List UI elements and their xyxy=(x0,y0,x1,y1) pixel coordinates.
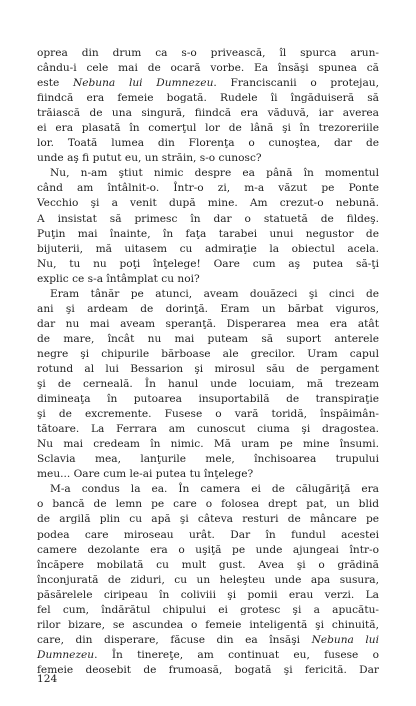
italic-title-text: Nebuna lui xyxy=(311,633,379,646)
text-line: bijuterii, mă uitasem cu admiraţie la obiectul acela. xyxy=(37,242,379,255)
text-line: rotund al lui Bessarion şi mirosul său de pergament xyxy=(37,362,379,375)
text-line: de mare, încât nu mai puteam să suport anterele xyxy=(37,332,379,345)
text-line: dar nu mai aveam speranţă. Disperarea mea era atât xyxy=(37,317,379,330)
italic-title-text: Dumnezeu xyxy=(37,648,95,661)
text-line: Sclavia mea, lanţurile mele, închisoarea trupului xyxy=(37,453,379,466)
text-line: Dumnezeu. În tinereţe, am continuat eu, fusese o xyxy=(37,648,379,661)
text-line: podea care miroseau urât. Dar în fundul acestei xyxy=(37,528,379,541)
text-line: Nu, n-am ştiut nimic despre ea până în momentul xyxy=(50,167,379,180)
text-line: este Nebuna lui Dumnezeu. Franciscanii o protejau, xyxy=(37,77,379,90)
text-line: ani şi ardeam de dorinţă. Eram un bărbat viguros, xyxy=(37,302,379,315)
text-line: păsărelele ciripeau în coliviii şi pomii erau verzi. La xyxy=(37,588,379,601)
text-line: de argilă plin cu apă şi câteva resturi de mâncare pe xyxy=(37,513,379,526)
text-line: meu... Oare cum le-ai putea tu înţelege? xyxy=(37,468,254,481)
text-line: negre şi chipurile bărboase ale grecilor. Uram capul xyxy=(37,347,379,360)
text-line: lor. Toată lumea din Florenţa o cunoştea, dar de xyxy=(37,137,379,150)
page-number: 124 xyxy=(37,673,58,685)
text-line: şi de excremente. Fusese o vară toridă, înspăimân- xyxy=(37,408,379,421)
text-line: trăiască de una singură, fiindcă era văduvă, iar averea xyxy=(37,107,379,120)
text-line: care, din disperare, făcuse din ea însăşi Nebuna lui xyxy=(37,633,379,646)
text-line: Vecchio şi a venit după mine. Am crezut-o nebună. xyxy=(37,197,379,210)
text-line: camere dezolante era o uşiţă pe unde ajungeai într-o xyxy=(37,543,379,556)
italic-title-text: Nebuna lui Dumnezeu xyxy=(72,77,214,90)
text-line: când am întâlnit-o. Într-o zi, m-a văzut pe Ponte xyxy=(37,182,379,195)
text-line: înconjurată de ziduri, cu un heleşteu unde apa susura, xyxy=(37,573,379,586)
text-line: Nu, tu nu poţi înţelege! Oare cum aş putea să-ţi xyxy=(37,257,379,270)
text-line: Eram tânăr pe atunci, aveam douăzeci şi cinci de xyxy=(50,287,379,300)
text-line: cându-i cele mai de ocară vorbe. Ea însăşi spunea că xyxy=(37,62,379,75)
text-line: explic ce s-a întâmplat cu noi? xyxy=(37,272,200,285)
text-line: M-a condus la ea. În camera ei de călugăriţă era xyxy=(50,483,379,496)
text-line: o bancă de lemn pe care o folosea drept pat, un blid xyxy=(37,498,379,511)
text-line: încăpere mobilată cu mult gust. Avea şi o grădină xyxy=(37,558,379,571)
text-line: dimineaţa în putoarea insuportabilă de transpiraţie xyxy=(37,393,379,406)
text-line: fiindcă era femeie bogată. Rudele îi îngăduiseră să xyxy=(37,92,379,105)
text-line: Nu mai credeam în nimic. Mă uram pe mine însumi. xyxy=(37,438,379,451)
text-line: şi de cerneală. În hanul unde locuiam, mă trezeam xyxy=(37,378,379,391)
text-line: ei era plasată în comerţul lor de lână şi în trezoreriile xyxy=(37,122,379,135)
body-text xyxy=(37,46,379,678)
text-line: A insistat să primesc în dar o statuetă de fildeş. xyxy=(37,212,379,225)
text-line: oprea din drum ca s-o privească, îl spurca arun- xyxy=(37,47,379,59)
text-line: Puţin mai înainte, în faţa tarabei unui negustor de xyxy=(37,227,379,240)
text-line: rilor bizare, se ascundea o femeie inteligentă şi chinuită, xyxy=(37,618,379,631)
text-line: tătoare. La Ferrara am cunoscut ciuma şi dragostea. xyxy=(37,423,379,436)
text-line: fel cum, îndărătul chipului ei grotesc şi a apucătu- xyxy=(37,603,379,616)
text-line: femeie deosebit de frumoasă, bogată şi fericită. Dar xyxy=(37,663,379,676)
text-line: unde aş fi putut eu, un străin, s-o cunosc? xyxy=(37,152,262,165)
